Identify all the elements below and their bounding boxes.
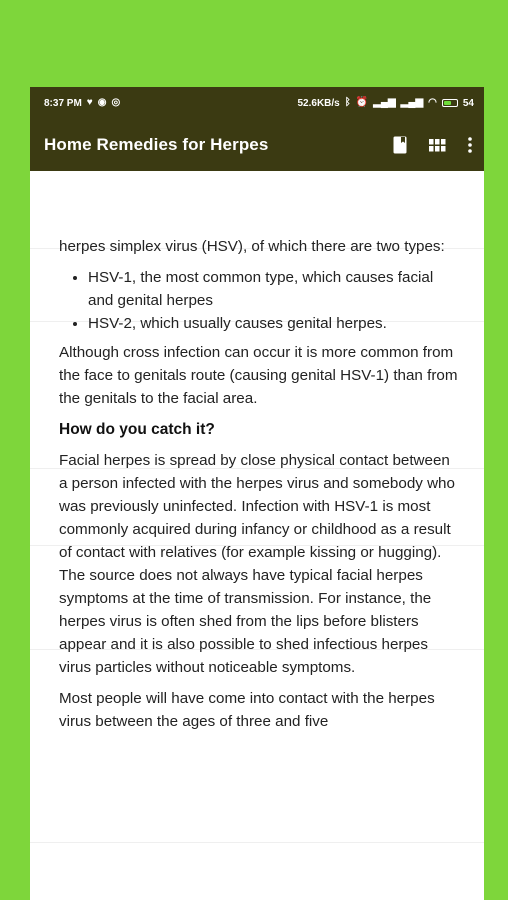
more-vert-icon[interactable] <box>468 137 472 153</box>
battery-icon <box>442 99 458 107</box>
heart-icon: ♥ <box>86 97 93 108</box>
bluetooth-icon: ᛒ <box>344 97 351 108</box>
whatsapp-icon: ◉ <box>97 97 107 108</box>
article-paragraph: Most people will have come into contact with the herpes virus between the ages of three and five <box>59 690 435 730</box>
network-speed: 52.6KB/s <box>297 97 340 109</box>
signal-icon: ▂▄▆ <box>373 97 396 108</box>
article-paragraph: Although cross infection can occur it is more common from the face to genitals route (causing genital HSV-1) than from the genitals to the facial area. <box>59 344 458 407</box>
list-item: • HSV-1, the most common type, which causes facial and genital herpes <box>88 266 462 312</box>
status-right <box>298 98 475 109</box>
wifi-icon: ◠ <box>428 97 437 108</box>
article-intro: herpes simplex virus (HSV), of which there are two types: <box>59 238 445 255</box>
phone-screen <box>30 87 484 900</box>
bookmark-icon[interactable] <box>393 136 407 154</box>
grid-icon[interactable] <box>429 139 446 152</box>
signal-icon-2: ▂▄▆ <box>400 97 424 108</box>
chrome-icon: ◎ <box>111 97 121 108</box>
app-title: Home Remedies for Herpes <box>44 135 269 154</box>
status-left <box>44 98 120 109</box>
section-heading: How do you catch it? <box>59 421 215 438</box>
alarm-icon: ⏰ <box>355 97 369 108</box>
app-bar-actions <box>393 136 472 154</box>
article-content <box>30 171 484 900</box>
status-time: 8:37 PM <box>44 97 82 109</box>
app-bar <box>30 119 484 171</box>
hsv-type-list <box>59 266 462 335</box>
list-item: • HSV-2, which usually causes genital herpes. <box>88 312 462 335</box>
article-paragraph: Facial herpes is spread by close physical contact between a person infected with the herpes virus and somebody who was previously uninfected. Infection with HSV-1 is most commonly acquired during infancy or childhood as a result of contact with relatives (for example kissing or hugging). The source does not always have typical facial herpes symptoms at the time of transmission. For instance, the herpes virus is often shed from the lips before blisters appear and it is also possible to shed infectious herpes virus particles without noticeable symptoms. <box>59 452 455 676</box>
status-bar <box>30 87 484 119</box>
battery-level: 54 <box>462 97 474 109</box>
